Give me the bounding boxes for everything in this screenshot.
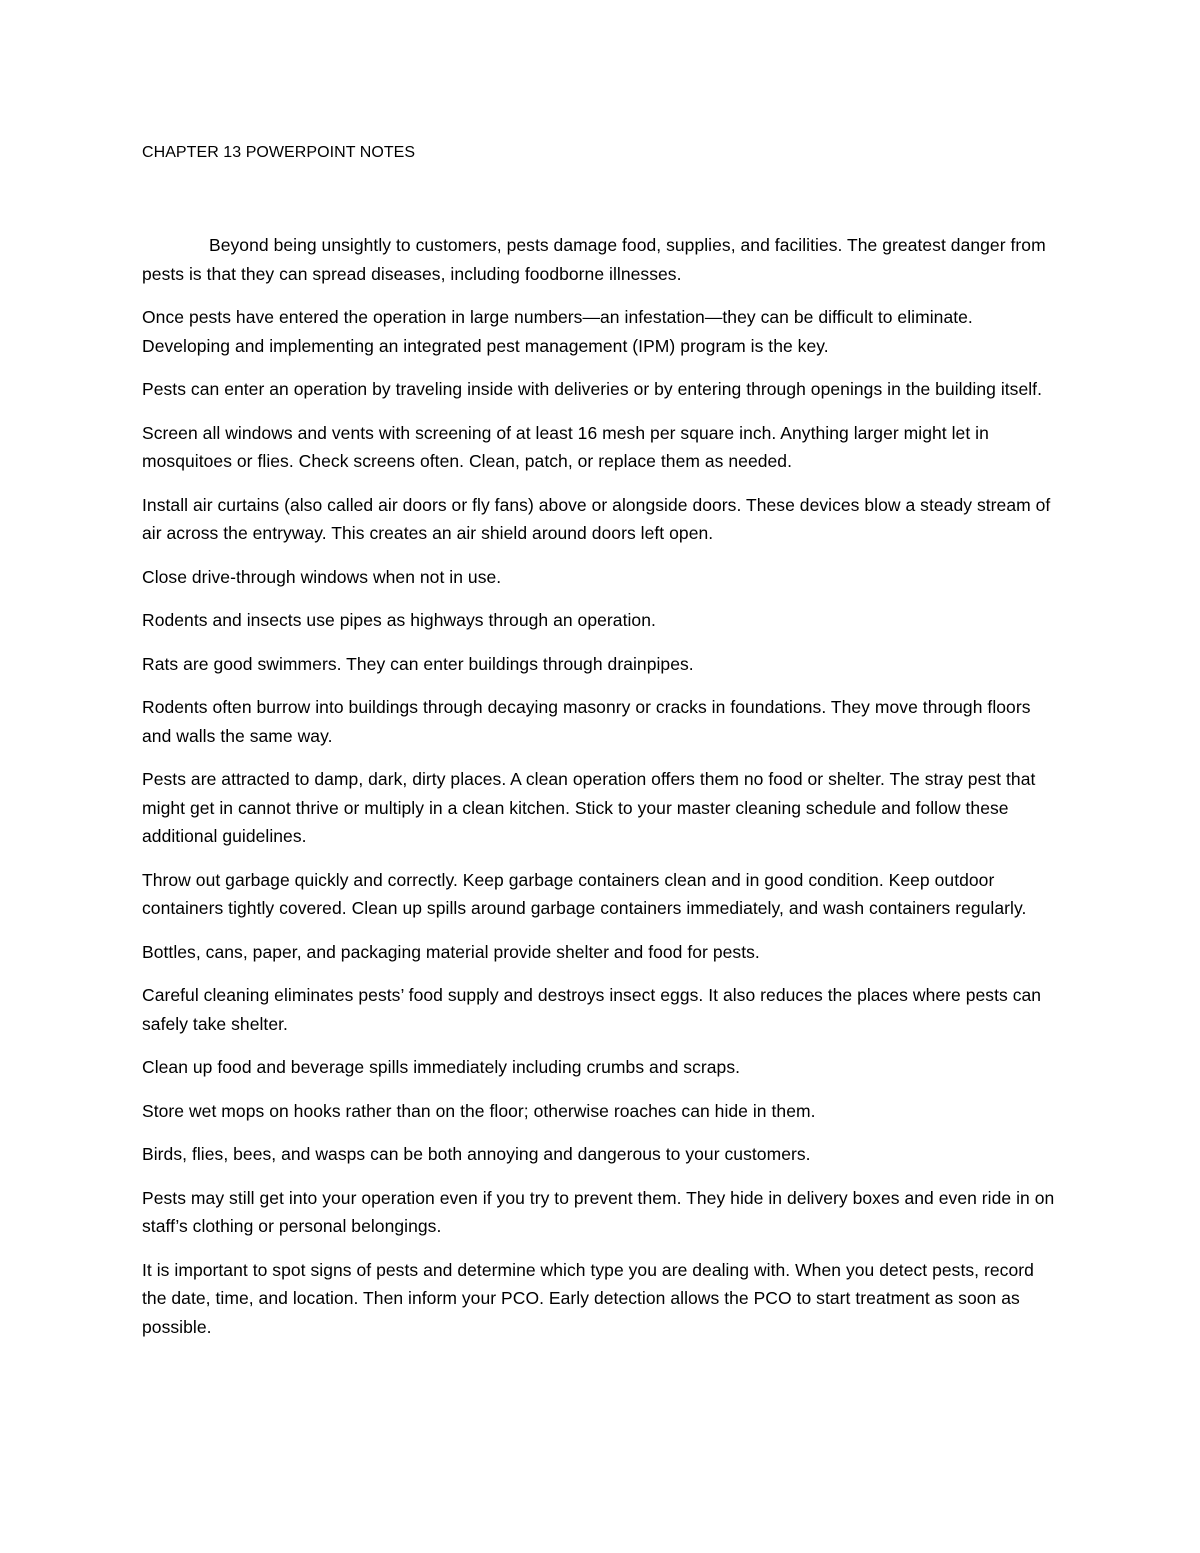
document-title: CHAPTER 13 POWERPOINT NOTES	[142, 144, 416, 161]
paragraph-rats: Rats are good swimmers. They can enter buildings through drainpipes.	[142, 653, 694, 674]
paragraph-infestation: Once pests have entered the operation in large numbers—an infestation—they can be difficult to eliminate. Developing and implementing an integrated pest management (IPM) program is the key.	[142, 307, 973, 356]
paragraph-mops: Store wet mops on hooks rather than on the floor; otherwise roaches can hide in them.	[142, 1100, 816, 1121]
paragraph-drive-through: Close drive-through windows when not in use.	[142, 566, 502, 587]
paragraph-packaging: Bottles, cans, paper, and packaging material provide shelter and food for pests.	[142, 941, 760, 962]
paragraph-pipes: Rodents and insects use pipes as highways through an operation.	[142, 610, 656, 630]
paragraph-prevention: Pests may still get into your operation even if you try to prevent them. They hide in delivery boxes and even ride in on staff’s clothing or personal belongings.	[142, 1187, 1055, 1236]
paragraph-careful-cleaning: Careful cleaning eliminates pests’ food supply and destroys insect eggs. It also reduces the places where pests can safely take shelter.	[142, 985, 1042, 1034]
paragraph-detection: It is important to spot signs of pests and determine which type you are dealing with. When you detect pests, record the date, time, and location. Then inform your PCO. Early detection allows the PCO to start treatment as soon as possible.	[142, 1259, 1034, 1337]
paragraph-clean-operation: Pests are attracted to damp, dark, dirty places. A clean operation offers them no food or shelter. The stray pest that might get in cannot thrive or multiply in a clean kitchen. Stick to your master cleaning schedule and follow these additional guidelines.	[142, 769, 1036, 846]
paragraph-spills: Clean up food and beverage spills immediately including crumbs and scraps.	[142, 1057, 741, 1077]
paragraph-birds-insects: Birds, flies, bees, and wasps can be both annoying and dangerous to your customers.	[142, 1144, 811, 1164]
paragraph-screens: Screen all windows and vents with screening of at least 16 mesh per square inch. Anything larger might let in mosquitoes or flies. Check screens often. Clean, patch, or replace them as needed.	[142, 422, 989, 471]
paragraph-air-curtains: Install air curtains (also called air doors or fly fans) above or alongside doors. These devices blow a steady stream of air across the entryway. This creates an air shield around doors left open.	[142, 494, 1051, 543]
paragraph-pests-damage: Beyond being unsightly to customers, pests damage food, supplies, and facilities. The greatest danger from pests is that they can spread diseases, including foodborne illnesses.	[142, 235, 1046, 284]
paragraph-rodents-burrow: Rodents often burrow into buildings through decaying masonry or cracks in foundations. They move through floors and walls the same way.	[142, 697, 1031, 746]
paragraph-pest-entry: Pests can enter an operation by traveling inside with deliveries or by entering through openings in the building itself.	[142, 379, 1043, 399]
paragraph-garbage: Throw out garbage quickly and correctly. Keep garbage containers clean and in good condition. Keep outdoor containers tightly covered. Clean up spills around garbage containers immediately, and wash containers regularly.	[142, 869, 1027, 918]
document-body	[142, 140, 1060, 1356]
